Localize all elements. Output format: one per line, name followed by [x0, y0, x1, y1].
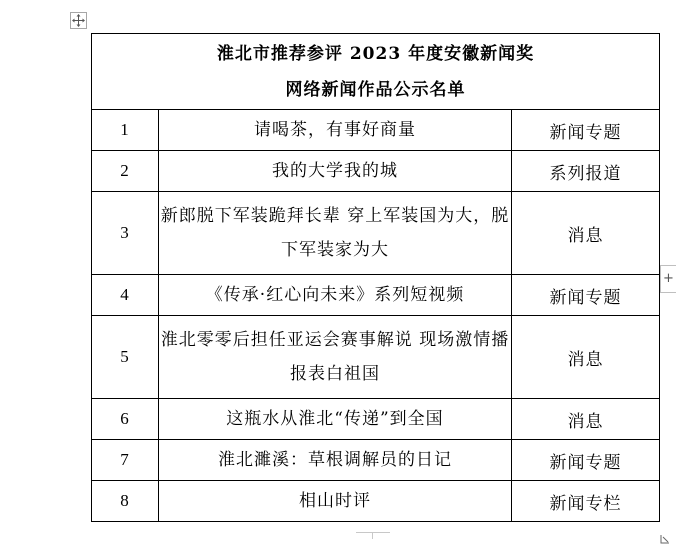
- table-row: [92, 316, 660, 399]
- table-row: [92, 481, 660, 522]
- work-title: 《传承·红心向未来》系列短视频: [159, 275, 512, 316]
- row-number: 3: [92, 192, 159, 275]
- page-edge-marker: [356, 532, 390, 539]
- add-row-button[interactable]: [660, 265, 676, 293]
- row-number: 7: [92, 440, 159, 481]
- work-title: 淮北濉溪：草根调解员的日记: [159, 440, 512, 481]
- work-category: 系列报道: [512, 151, 660, 192]
- work-category: 消息: [512, 399, 660, 440]
- table-row: [92, 110, 660, 151]
- table-move-handle[interactable]: [70, 12, 87, 29]
- move-arrows-icon: [71, 13, 86, 28]
- work-title: 请喝茶，有事好商量: [159, 110, 512, 151]
- resize-corner-icon: [660, 534, 670, 544]
- table-row: [92, 151, 660, 192]
- title-line-1: 淮北市推荐参评 2023 年度安徽新闻奖: [216, 43, 535, 64]
- table-title: [92, 34, 660, 110]
- table-title-row: [92, 34, 660, 110]
- plus-icon: +: [663, 271, 674, 286]
- table-row: [92, 192, 660, 275]
- row-number: 6: [92, 399, 159, 440]
- work-category: 新闻专题: [512, 275, 660, 316]
- row-number: 8: [92, 481, 159, 522]
- row-number: 1: [92, 110, 159, 151]
- work-title: 这瓶水从淮北“传递”到全国: [159, 399, 512, 440]
- row-number: 4: [92, 275, 159, 316]
- title-line-2: 网络新闻作品公示名单: [285, 79, 466, 100]
- nominee-table: [91, 33, 660, 522]
- work-category: 消息: [512, 316, 660, 399]
- table-row: [92, 440, 660, 481]
- table-row: [92, 399, 660, 440]
- row-number: 2: [92, 151, 159, 192]
- work-category: 新闻专题: [512, 110, 660, 151]
- table-resize-handle[interactable]: [660, 529, 670, 539]
- work-title: 淮北零零后担任亚运会赛事解说 现场激情播报表白祖国: [159, 316, 512, 399]
- row-number: 5: [92, 316, 159, 399]
- work-title: 我的大学我的城: [159, 151, 512, 192]
- work-title: 相山时评: [159, 481, 512, 522]
- work-title: 新郎脱下军装跪拜长辈 穿上军装国为大，脱下军装家为大: [159, 192, 512, 275]
- table-row: [92, 275, 660, 316]
- work-category: 消息: [512, 192, 660, 275]
- work-category: 新闻专栏: [512, 481, 660, 522]
- work-category: 新闻专题: [512, 440, 660, 481]
